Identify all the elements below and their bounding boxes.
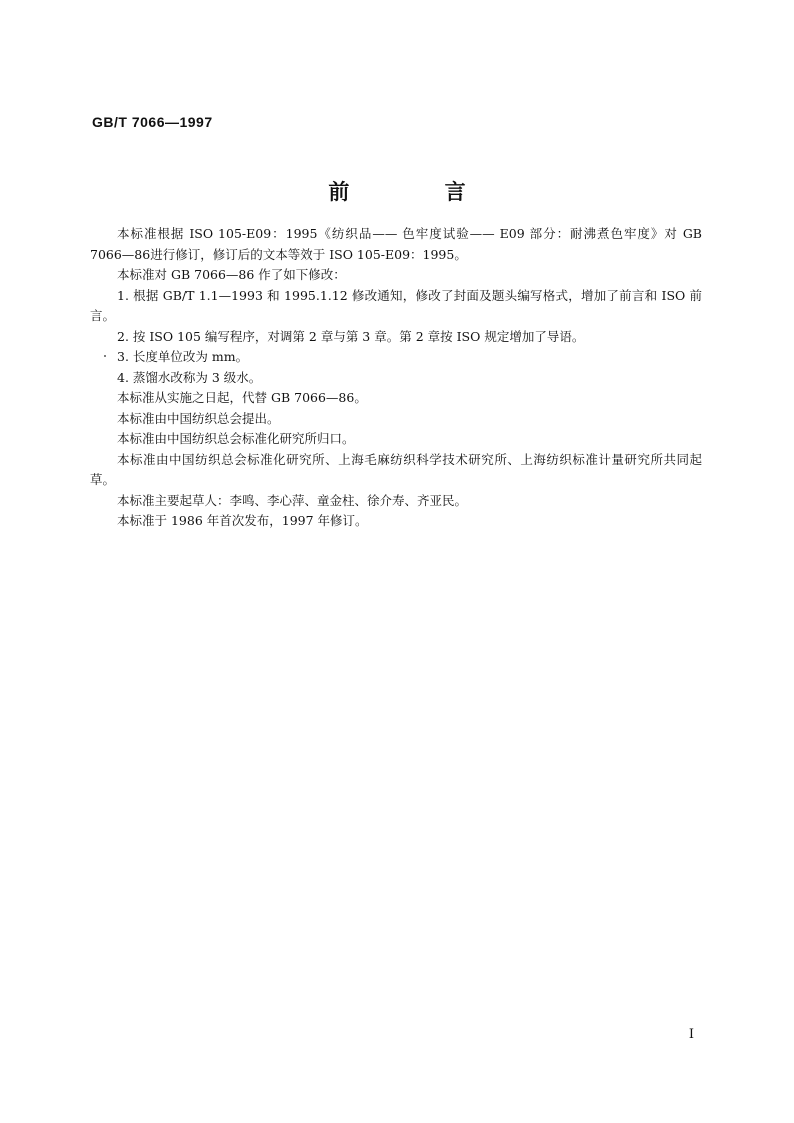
paragraph-proposed-by: 本标准由中国纺织总会提出。 [117, 410, 280, 426]
paragraph-administered-by: 本标准由中国纺织总会标准化研究所归口。 [117, 431, 355, 446]
standard-code: GB/T 7066—1997 [92, 114, 213, 130]
paragraph-drafted-by: 本标准由中国纺织总会标准化研究所、上海毛麻纺织科学技术研究所、上海纺织标准计量研究所共同起草。 [90, 451, 702, 487]
paragraph-changes-intro: 本标准对 GB 7066—86 作了如下修改： [117, 267, 346, 282]
foreword-body [90, 224, 702, 532]
paragraph-main-drafters: 本标准主要起草人：李鸣、李心萍、童金柱、徐介寿、齐亚民。 [117, 492, 468, 508]
paragraph-change-4: 4. 蒸馏水改称为 3 级水。 [117, 369, 262, 385]
paragraph-change-3: 3. 长度单位改为 mm。 [117, 349, 249, 364]
page-title: 前 言 [328, 179, 510, 204]
page-number: I [688, 1027, 694, 1042]
paragraph-replaces: 本标准从实施之日起，代替 GB 7066—86。 [117, 390, 367, 405]
paragraph-history: 本标准于 1986 年首次发布，1997 年修订。 [117, 513, 368, 528]
paragraph-change-2: 2. 按 ISO 105 编写程序，对调第 2 章与第 3 章。第 2 章按 ISO 规定增加了导语。 [117, 328, 585, 344]
paragraph-basis: 本标准根据 ISO 105-E09：1995《纺织品—— 色牢度试验—— E09 部分：耐沸煮色牢度》对 GB 7066—86进行修订，修订后的文本等效于 ISO 105-E09：1995。 [90, 226, 702, 262]
paragraph-change-1: 1. 根据 GB/T 1.1—1993 和 1995.1.12 修改通知，修改了封面及题头编写格式，增加了前言和 ISO 前言。 [90, 287, 702, 323]
scan-speck [104, 355, 106, 357]
